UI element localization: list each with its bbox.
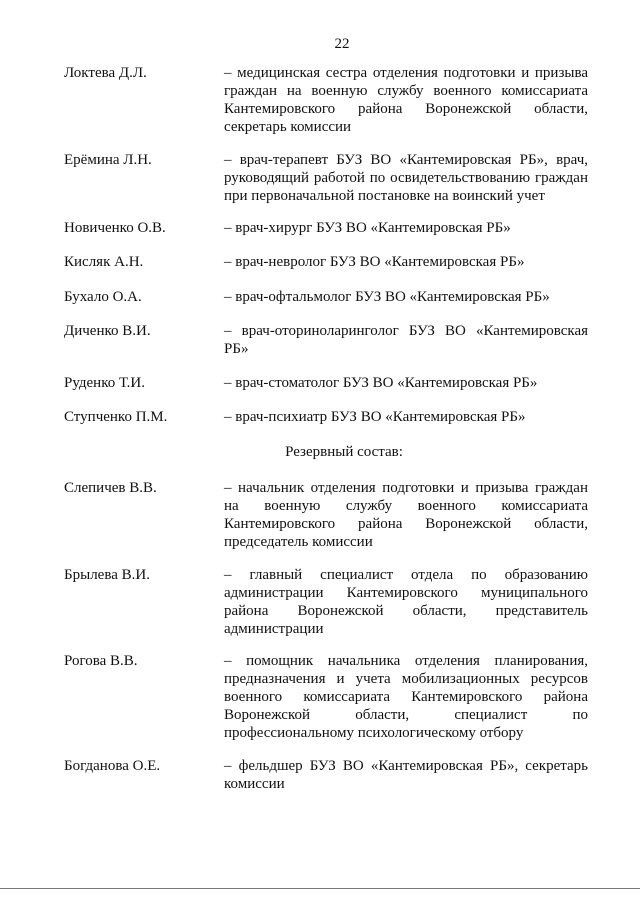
reserve-heading: Резервный состав: [285,444,403,460]
member-role: – главный специалист отдела по образованию администрации Кантемировского муниципального района Воронежской области, представитель администрации [224,567,588,637]
member-role: – начальник отделения подготовки и призыва граждан на военную службу военного комиссариата Кантемировского района Воронежской области, председатель комиссии [224,480,588,550]
member-role: – врач-оториноларинголог БУЗ ВО «Кантемировская РБ» [224,323,588,357]
member-name: Новиченко О.В. [64,220,166,236]
member-role: – врач-офтальмолог БУЗ ВО «Кантемировская РБ» [224,289,550,305]
member-role: – врач-терапевт БУЗ ВО «Кантемировская РБ», врач, руководящий работой по освидетельствованию граждан при первоначальной постановке на воинский учет [224,152,588,204]
member-name: Руденко Т.И. [64,375,145,391]
member-role: – врач-психиатр БУЗ ВО «Кантемировская РБ» [224,409,526,425]
member-name: Кисляк А.Н. [64,254,144,270]
member-name: Брылева В.И. [64,567,150,583]
member-role: – врач-стоматолог БУЗ ВО «Кантемировская РБ» [224,375,538,391]
member-name: Бухало О.А. [64,289,142,305]
member-name: Слепичев В.В. [64,480,157,496]
member-role: – врач-хирург БУЗ ВО «Кантемировская РБ» [224,220,511,236]
member-role: – медицинская сестра отделения подготовки и призыва граждан на военную службу военного комиссариата Кантемировского района Воронежской области, секретарь комиссии [224,65,588,135]
member-name: Локтева Д.Л. [64,65,147,81]
member-name: Ерёмина Л.Н. [64,152,152,168]
member-name: Рогова В.В. [64,653,138,669]
member-role: – помощник начальника отделения планирования, предназначения и учета мобилизационных ресурсов военного комиссариата Кантемировского района Воронежской области, специалист по профессиональному психологическому отбору [224,653,588,741]
page-number: 22 [334,36,350,52]
member-name: Диченко В.И. [64,323,151,339]
bottom-divider [0,888,640,889]
member-role: – фельдшер БУЗ ВО «Кантемировская РБ», секретарь комиссии [224,758,588,792]
member-name: Ступченко П.М. [64,409,168,425]
member-name: Богданова О.Е. [64,758,161,774]
member-role: – врач-невролог БУЗ ВО «Кантемировская РБ» [224,254,525,270]
